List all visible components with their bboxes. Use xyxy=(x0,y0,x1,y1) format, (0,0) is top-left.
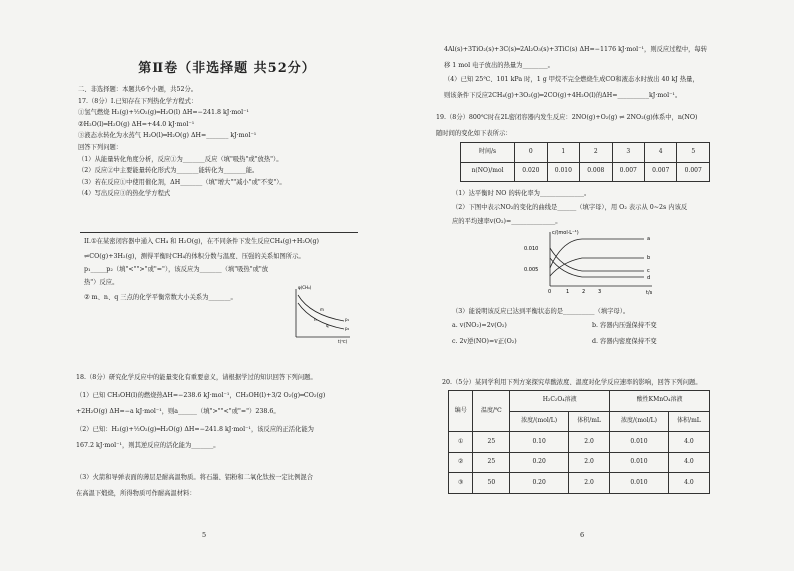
text-line: 随时间的变化如下表所示： xyxy=(436,130,512,137)
text-line: 18.（8分）研究化学反应中的能量变化有重要意义，请根据学过的知识回答下列问题。 xyxy=(76,374,317,381)
text-line: ③液态水转化为水蒸气 H₂O(l)═H₂O(g) ΔH=_______ kJ·mol⁻¹ xyxy=(78,132,257,140)
table-cell: 0.010 xyxy=(610,452,669,473)
section-title: 第Ⅱ卷（非选择题 共52分） xyxy=(138,61,316,76)
table-cell: ② xyxy=(449,452,473,473)
table-cell: 4.0 xyxy=(668,452,709,473)
curve-label-d: d xyxy=(647,275,651,281)
table-cell: 4.0 xyxy=(668,473,709,494)
table-cell: 2.0 xyxy=(568,473,609,494)
x-tick: 2 xyxy=(582,289,586,295)
text-line: ⇌CO(g)+3H₂(g)，测得平衡时CH₄的体积分数与温度、压强的关系如图所示。 xyxy=(84,253,305,260)
table-header-cell: 2 xyxy=(580,143,612,163)
page-number: 5 xyxy=(202,531,207,539)
no-amount-table xyxy=(460,142,710,182)
table-cell: 0.20 xyxy=(510,473,569,494)
text-line: 二、非选择题：本题共6个小题，共52分。 xyxy=(78,86,198,93)
y-tick: 0.005 xyxy=(524,267,539,273)
text-line: （1）从能量转化角度分析，反应①为_______反应（填"吸热"或"放热"）。 xyxy=(78,155,283,163)
header-conc: 浓度/(mol/L) xyxy=(610,411,669,432)
header-vol: 体积/mL xyxy=(568,411,609,432)
header-no: 编号 xyxy=(449,391,473,432)
text-line: （2）已知：H₂(g)+½O₂(g)═H₂O(g) ΔH=−241.8 kJ·mol⁻¹，该反应的正活化能为 xyxy=(76,426,314,433)
y-tick: 0.010 xyxy=(524,246,539,252)
x-tick: 0 xyxy=(548,289,552,295)
table-cell: 0.007 xyxy=(677,162,710,182)
text-line: 在高温下煅烧，所得物质可作耐高温材料： xyxy=(76,490,196,497)
header-h2c2o4: H₂C₂O₄溶液 xyxy=(510,391,610,412)
table-cell: ① xyxy=(449,432,473,453)
curve-c xyxy=(550,248,644,271)
table-cell: 0.007 xyxy=(612,162,644,182)
text-line: a. v(NO₂)=2v(O₂) xyxy=(452,322,507,329)
header-conc: 浓度/(mol/L) xyxy=(510,411,569,432)
graph-x-label: t(℃) xyxy=(338,339,348,344)
text-line: （2）反应②中主要能量转化形式为_______能转化为_______能。 xyxy=(78,167,259,175)
left-page xyxy=(76,42,370,542)
text-line: d. 容器内密度保持不变 xyxy=(592,338,657,345)
x-tick: 1 xyxy=(566,289,570,295)
header-kmno4: 酸性KMnO₄溶液 xyxy=(610,391,710,412)
phi-temperature-graph xyxy=(290,285,354,345)
table-cell: 2.0 xyxy=(568,432,609,453)
table-row xyxy=(449,432,710,453)
table-cell: 0.10 xyxy=(510,432,569,453)
text-line: b. 容器内压强保持不变 xyxy=(592,322,657,329)
x-tick: 3 xyxy=(598,289,602,295)
text-line: （3）若在反应①中使用催化剂，ΔH_______（填"增大""减小"或"不变"）。 xyxy=(78,178,286,186)
table-row xyxy=(461,162,710,182)
table-header-row xyxy=(461,143,710,163)
text-line: 4Al(s)+3TiO₂(s)+3C(s)═2Al₂O₃(s)+3TiC(s) ΔH=−1176 kJ·mol⁻¹，则反应过程中，每转 xyxy=(444,46,708,53)
header-temp: 温度/℃ xyxy=(473,391,510,432)
curve-label-b: b xyxy=(647,255,651,261)
text-line: 热"）反应。 xyxy=(84,279,119,286)
text-line: +2H₂O(g) ΔH=−a kJ·mol⁻¹，则a______（填">""<"或"="）238.6。 xyxy=(76,408,280,415)
text-line: （4）已知 25℃、101 kPa 时，1 g 甲烷不完全燃烧生成CO和液态水时放出 40 kJ 热量， xyxy=(444,76,699,83)
table-cell: 0.020 xyxy=(515,162,547,182)
text-line: 则该条件下反应2CH₄(g)+3O₂(g)═2CO(g)+4H₂O(l)的ΔH=__________kJ·mol⁻¹。 xyxy=(444,92,682,99)
table-header-cell: 1 xyxy=(547,143,579,163)
table-row xyxy=(449,473,710,494)
table-cell: ③ xyxy=(449,473,473,494)
table-cell: 0.010 xyxy=(610,473,669,494)
curve-label-p2: p₂ xyxy=(345,326,350,331)
text-line: 移 1 mol 电子放出的热量为________。 xyxy=(444,62,554,69)
question-20-stem: 20.（5分）某同学利用下列方案探究草酸浓度、温度对化学反应速率的影响，回答下列问题。 xyxy=(442,379,702,386)
table-cell: 0.010 xyxy=(547,162,579,182)
table-header-cell: 5 xyxy=(677,143,710,163)
right-page xyxy=(436,42,720,542)
table-cell: 0.010 xyxy=(610,432,669,453)
table-cell: 2.0 xyxy=(568,452,609,473)
text-line: （1）已知 CH₃OH(l)的燃烧热ΔH=−238.6 kJ·mol⁻¹，CH₃OH(l)+3/2 O₂(g)═CO₂(g) xyxy=(76,392,326,399)
text-line: c. 2v逆(NO)=v正(O₂) xyxy=(452,338,517,345)
table-header-cell: 3 xyxy=(612,143,644,163)
table-cell: 25 xyxy=(473,452,510,473)
chart-x-label: t/s xyxy=(646,290,653,296)
table-cell: 4.0 xyxy=(668,432,709,453)
table-row xyxy=(449,452,710,473)
text-line: ② m、n、q 三点的化学平衡常数大小关系为_______。 xyxy=(84,294,237,301)
curve-d xyxy=(550,258,644,277)
text-line: 19.（8分）800℃时在2L密闭容器内发生反应：2NO(g)+O₂(g) ⇌ 2NO₂(g)体系中，n(NO) xyxy=(436,114,698,121)
table-header-cell: 0 xyxy=(515,143,547,163)
text-line: （3）火箭和导弹表面的薄层是耐高温物质。将石墨、铝粉和二氧化钛按一定比例混合 xyxy=(76,474,313,481)
curve-label-p1: p₁ xyxy=(345,317,350,322)
table-cell: 0.007 xyxy=(644,162,676,182)
chart-y-label: c/(mol·L⁻¹) xyxy=(552,230,579,236)
text-line: 应的平均速率v(O₂)=______________。 xyxy=(452,218,562,225)
text-line: （3）能说明该反应已达到平衡状态的是__________（填字母）。 xyxy=(452,308,630,315)
text-line: 回答下列问题： xyxy=(78,144,123,151)
concentration-time-chart xyxy=(522,228,662,298)
table-header-cell: 时间/s xyxy=(461,143,515,163)
curve-label-a: a xyxy=(647,236,651,242)
text-line: II.①在某密闭容器中通入 CH₄ 和 H₂O(g)，在不同条件下发生反应CH₄(g)+H₂O(g) xyxy=(84,238,319,245)
header-vol: 体积/mL xyxy=(668,411,709,432)
text-line: p₁_____p₂（填"<"">"或"="），该反应为_______（填"吸热"或"放 xyxy=(84,266,269,273)
table-cell: 50 xyxy=(473,473,510,494)
table-cell: 0.008 xyxy=(580,162,612,182)
text-line: 17.（8分）I.已知存在下列热化学方程式： xyxy=(78,97,198,105)
table-header-cell: 4 xyxy=(644,143,676,163)
curve-b xyxy=(550,258,644,276)
graph-y-label: φ(CH₄) xyxy=(298,285,312,290)
text-line: （1）达平衡时 NO 的转化率为______________。 xyxy=(452,190,591,197)
text-line: ①氢气燃烧 H₂(g)+½O₂(g)═H₂O(l) ΔH=−241.8 kJ·mol⁻¹ xyxy=(78,109,249,117)
curve-label-c: c xyxy=(647,268,650,274)
point-label-n: n xyxy=(314,317,317,322)
experiment-table xyxy=(448,390,710,494)
text-line: （2）下图中表示NO₂的变化的曲线是______（填字母），用 O₂ 表示从 0~2s 内该反 xyxy=(452,204,688,211)
page-number: 6 xyxy=(580,531,585,539)
divider-line xyxy=(80,232,358,233)
point-label-q: q xyxy=(326,323,329,328)
table-cell: 0.20 xyxy=(510,452,569,473)
text-line: 167.2 kJ·mol⁻¹，则其逆反应的活化能为_______。 xyxy=(76,442,220,449)
point-label-m: m xyxy=(320,307,324,312)
text-line: ②H₂O(l)═H₂O(g) ΔH=+44.0 kJ·mol⁻¹ xyxy=(78,120,195,128)
table-row-label: n(NO)/mol xyxy=(461,162,515,182)
text-line: （4）写出反应③的热化学方程式 xyxy=(78,190,171,198)
table-cell: 25 xyxy=(473,432,510,453)
